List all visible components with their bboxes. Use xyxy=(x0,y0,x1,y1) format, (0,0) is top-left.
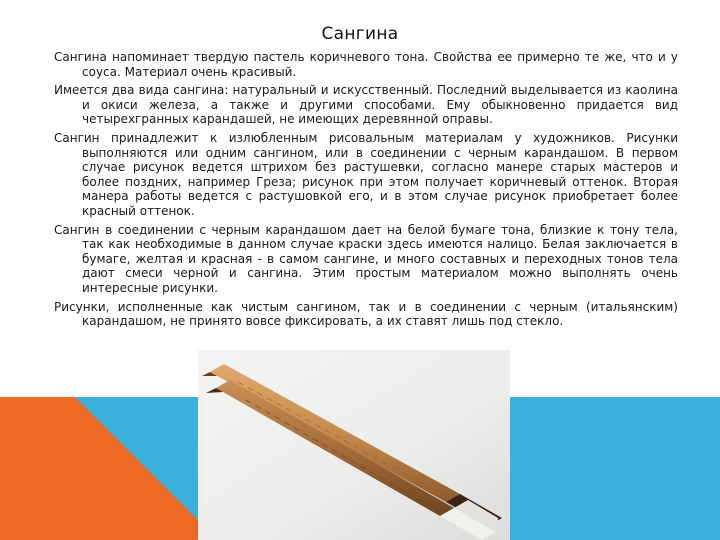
paragraph: Сангина напоминает твердую пастель коричневого тона. Свойства ее примерно те же, что и у соуса. Материал очень красивый. xyxy=(54,50,678,79)
paragraph: Сангин принадлежит к излюбленным рисовальным материалам у художников. Рисунки выполняются или одним сангином, или в соединении с черным карандашом. В первом случае рисунок ведется штрихом без растушевки, согласно манере старых мастеров и более поздних, например Греза; рисунок при этом получает коричневый оттенок. Вторая манера работы ведется с растушовкой его, и в этом случае рисунок приобретает более красный оттенок. xyxy=(54,130,678,218)
decor-blue-right xyxy=(490,397,720,540)
paragraph: Сангин в соединении с черным карандашом дает на белой бумаге тона, близкие к тону тела, так как необходимые в данном случае краски здесь имеются налицо. Белая заключается в бумаге, желтая и красная - в самом сангине, и много составных и переходных тонов тела дают смеси черной и сангина. Этим простым материалом можно выполнять очень интересные рисунки. xyxy=(54,222,678,295)
sanguine-pencils-photo xyxy=(198,350,510,540)
paragraph: Рисунки, исполненные как чистым сангином, так и в соединении с черным (итальянским) карандашом, не принято вовсе фиксировать, а их ставят лишь под стекло. xyxy=(54,299,678,329)
slide-title: Сангина xyxy=(321,24,399,44)
slide-body xyxy=(54,50,678,333)
paragraph: Имеется два вида сангина: натуральный и искусственный. Последний выделывается из каолина и окиси железа, а также и другими способами. Ему обыкновенно придается вид четырехгранных карандашей, не имеющих деревянной оправы. xyxy=(54,83,678,127)
